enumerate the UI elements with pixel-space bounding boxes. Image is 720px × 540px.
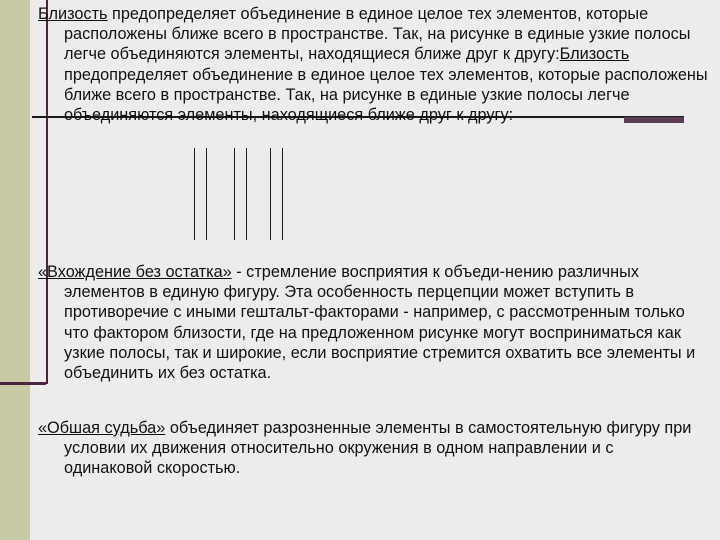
figure-strip-5 (270, 148, 271, 240)
term-common-fate: «Обшая судьба» (38, 419, 166, 437)
term-inclusion: «Вхождение без остатка» (38, 263, 232, 281)
figure-strip-2 (206, 148, 207, 240)
figure-strip-3 (234, 148, 235, 240)
paragraph-inclusion (38, 262, 704, 383)
inclusion-text: - стремление восприятия к объеди-нению различных элементов в единую фигуру. Эта особенность перцепции может вступить в противоречие с иными гештальт-факторами - например, с рассмотренным только что фактором близости, где на предложенном рисунке могут восприниматься как узкие полосы, так и широкие, если восприятие стремится охватить все элементы и объединить их без остатка. (64, 263, 696, 383)
figure-strip-6 (282, 148, 283, 240)
horizontal-accent-bar (0, 382, 46, 385)
proximity-text: предопределяет объединение в единое целое тех элементов, которые расположены ближе всего в пространстве. Так, на рисунке в единые узкие полосы легче объединяются элементы, находящиеся ближе друг к другу: (64, 5, 691, 64)
common-fate-text: объединяет разрозненные элементы в самостоятельную фигуру при условии их движения относительно окружения в одном направлении и с одинаковой скоростью. (64, 419, 692, 478)
paragraph-common-fate (38, 418, 704, 479)
figure-strip-4 (246, 148, 247, 240)
vertical-accent-line (46, 0, 48, 384)
term-proximity: Близость (38, 5, 108, 23)
figure-strip-1 (194, 148, 195, 240)
paragraph-proximity (38, 4, 718, 125)
proximity-text-repeat: предопределяет объединение в единое целое тех элементов, которые расположены ближе всего в пространстве. Так, на рисунке в единые узкие полосы легче объединяются элементы, находящиеся ближе друг к другу: (64, 65, 708, 125)
term-proximity-repeat: Близость (559, 45, 630, 64)
left-decorative-bar (0, 0, 30, 540)
